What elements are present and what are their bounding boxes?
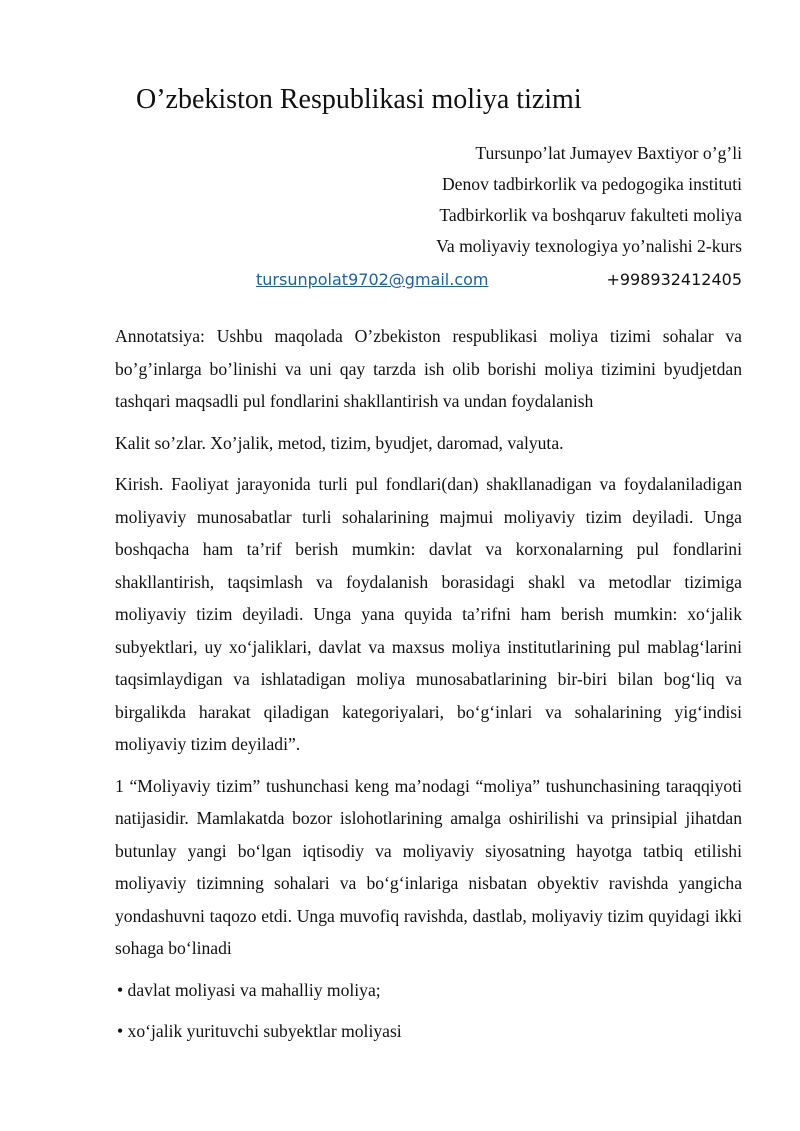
author-institution: Denov tadbirkorlik va pedogogika instituti bbox=[441, 174, 742, 194]
author-faculty: Tadbirkorlik va boshqaruv fakulteti moliya bbox=[439, 205, 742, 225]
annotation-paragraph: Annotatsiya: Ushbu maqolada O’zbekiston respublikasi moliya tizimi sohalar va bo’g’inlarga bo’linishi va uni qay tarzda ish olib borishi moliya tizimini byudjetdan tashqari maqsadli pul fondlarini shakllantirish va undan foydalanish bbox=[115, 326, 742, 411]
document-title: O’zbekiston Respublikasi moliya tizimi bbox=[136, 84, 582, 115]
keywords-paragraph: Kalit so’zlar. Xo’jalik, metod, tizim, byudjet, daromad, valyuta. bbox=[115, 432, 564, 453]
author-info bbox=[222, 138, 742, 262]
bullet-item-business-finance: • xo‘jalik yurituvchi subyektlar moliyasi bbox=[117, 1021, 402, 1041]
article-body bbox=[115, 320, 742, 1057]
concept-paragraph: 1 “Moliyaviy tizim” tushunchasi keng ma’nodagi “moliya” tushunchasining taraqqiyoti natijasidir. Mamlakatda bozor islohotlarining amalga oshirilishi va prinsipial jihatdan butunlay yangi bo‘lgan iqtisodiy va moliyaviy siyosatning hayotga tatbiq etilishi moliyaviy tizimning sohalari va bo‘g‘inlariga nisbatan obyektiv ravishda yangicha yondashuvni taqozo etdi. Unga muvofiq ravishda, dastlab, moliyaviy tizim quyidagi ikki sohaga bo‘linadi bbox=[115, 775, 742, 958]
contact-row bbox=[256, 266, 742, 294]
introduction-paragraph: Kirish. Faoliyat jarayonida turli pul fondlari(dan) shakllanadigan va foydalaniladigan moliyaviy munosabatlar turli sohalarining majmui moliyaviy tizim deyiladi. Unga boshqacha ham ta’rif berish mumkin: davlat va korxonalarning pul fondlarini shakllantirish, taqsimlash va foydalanish borasidagi shakl va metodlar tizimiga moliyaviy tizim deyiladi. Unga yana quyida ta’rifni ham berish mumkin: xo‘jalik subyektlari, uy xo‘jaliklari, davlat va maxsus moliya institutlarining pul mablag‘larini taqsimlaydigan va ishlatadigan moliya munosabatlarining bir-biri bilan bog‘liq va birgalikda harakat qiladigan kategoriyalari, bo‘g‘inlari va sohalarining yig‘indisi moliyaviy tizim deyiladi”. bbox=[115, 474, 742, 754]
author-name: Tursunpo’lat Jumayev Baxtiyor o’g’li bbox=[475, 143, 742, 163]
phone-number: +998932412405 bbox=[606, 270, 742, 289]
email-link[interactable]: tursunpolat9702@gmail.com bbox=[256, 270, 489, 289]
author-program: Va moliyaviy texnologiya yo’nalishi 2-kurs bbox=[436, 236, 742, 256]
bullet-item-state-finance: • davlat moliyasi va mahalliy moliya; bbox=[117, 979, 381, 1000]
